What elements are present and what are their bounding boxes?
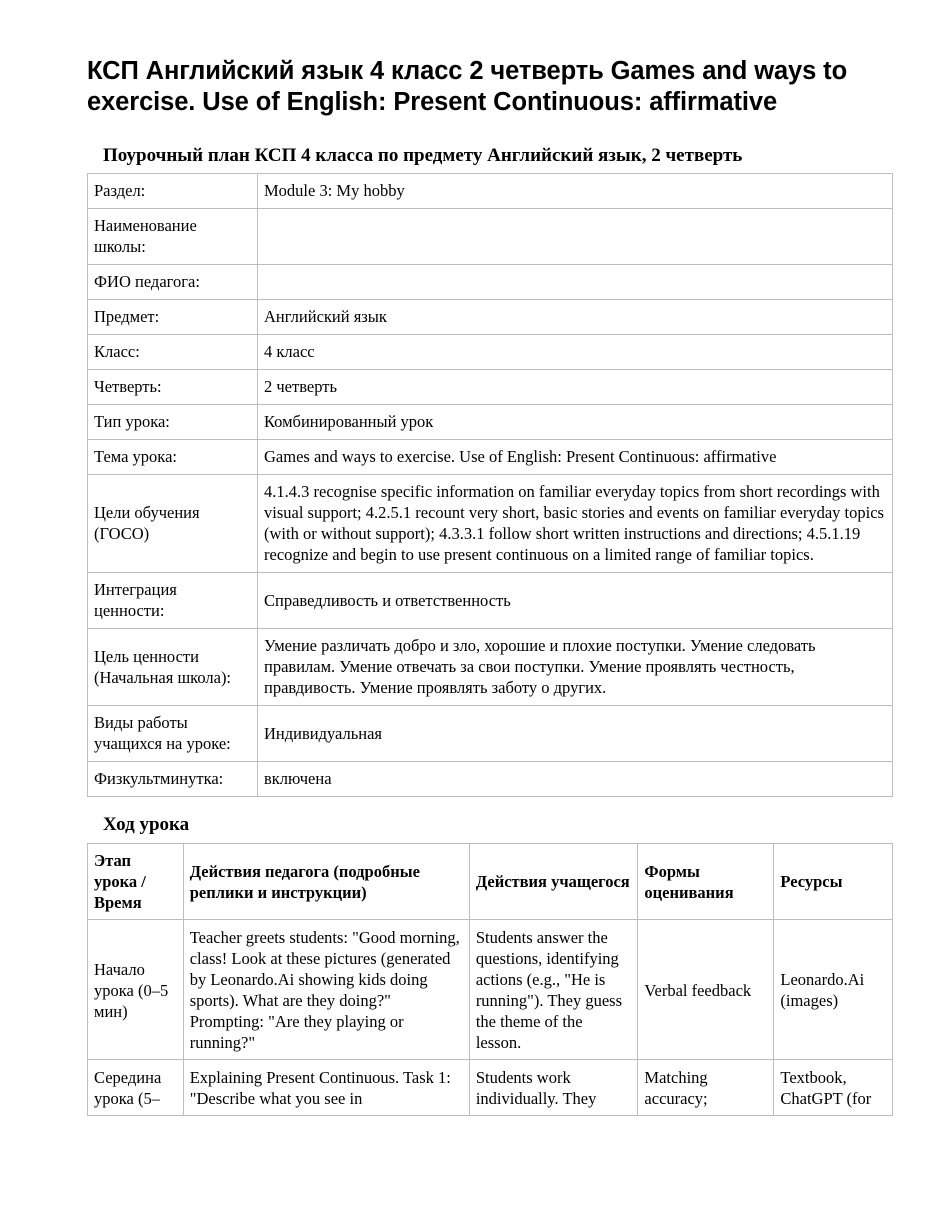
lesson-stage: Начало урока (0–5 мин) [88,920,184,1060]
info-label: Физкультминутка: [88,762,258,797]
info-value [258,265,893,300]
info-label: Предмет: [88,300,258,335]
info-value: Справедливость и ответственность [258,573,893,629]
info-row [88,300,893,335]
header-stage: Этап урока / Время [88,844,184,920]
info-row [88,475,893,573]
info-label: ФИО педагога: [88,265,258,300]
document-page [87,56,893,1116]
info-row [88,174,893,209]
lesson-table [87,843,893,1116]
info-row [88,370,893,405]
lesson-student-actions: Students answer the questions, identifying actions (e.g., "He is running"). They guess the theme of the lesson. [469,920,638,1060]
lesson-resources: Leonardo.Ai (images) [774,920,893,1060]
lesson-assessment: Matching accuracy; [638,1060,774,1116]
header-teacher-actions: Действия педагога (подробные реплики и инструкции) [183,844,469,920]
info-value: 2 четверть [258,370,893,405]
info-value: 4 класс [258,335,893,370]
lesson-student-actions: Students work individually. They [469,1060,638,1116]
lesson-teacher-actions: Teacher greets students: "Good morning, class! Look at these pictures (generated by Leonardo.Ai showing kids doing sports). What are they doing?" Prompting: "Are they playing or running?" [183,920,469,1060]
header-assessment: Формы оценивания [638,844,774,920]
plan-heading: Поурочный план КСП 4 класса по предмету Английский язык, 2 четверть [103,145,743,166]
lesson-heading: Ход урока [103,814,190,835]
info-value: 4.1.4.3 recognise specific information on familiar everyday topics from short recordings with visual support; 4.2.5.1 recount very short, basic stories and events on familiar everyday topics (with or without support); 4.3.3.1 follow short written instructions and directions; 4.5.1.19 recognize and begin to use present continuous on a limited range of familiar topics. [258,475,893,573]
info-row [88,405,893,440]
info-value: Английский язык [258,300,893,335]
info-row [88,762,893,797]
info-row [88,265,893,300]
info-table [87,173,893,797]
lesson-teacher-actions: Explaining Present Continuous. Task 1: "Describe what you see in [183,1060,469,1116]
info-label: Виды работы учащихся на уроке: [88,706,258,762]
info-label: Тип урока: [88,405,258,440]
info-value: Module 3: My hobby [258,174,893,209]
info-row [88,440,893,475]
lesson-assessment: Verbal feedback [638,920,774,1060]
info-row [88,706,893,762]
info-label: Наименование школы: [88,209,258,265]
header-student-actions: Действия учащегося [469,844,638,920]
info-label: Тема урока: [88,440,258,475]
info-row [88,335,893,370]
info-value: Умение различать добро и зло, хорошие и плохие поступки. Умение следовать правилам. Умение отвечать за свои поступки. Умение проявлять честность, правдивость. Умение проявлять заботу о других. [258,629,893,706]
info-value: Games and ways to exercise. Use of English: Present Continuous: affirmative [258,440,893,475]
info-row [88,629,893,706]
info-label: Раздел: [88,174,258,209]
info-label: Интеграция ценности: [88,573,258,629]
info-value [258,209,893,265]
info-label: Четверть: [88,370,258,405]
info-label: Класс: [88,335,258,370]
info-value: Комбинированный урок [258,405,893,440]
info-row [88,573,893,629]
info-row [88,209,893,265]
lesson-row [88,1060,893,1116]
lesson-row [88,920,893,1060]
info-value: Индивидуальная [258,706,893,762]
lesson-resources: Textbook, ChatGPT (for [774,1060,893,1116]
info-value: включена [258,762,893,797]
lesson-stage: Середина урока (5– [88,1060,184,1116]
info-label: Цели обучения (ГОСО) [88,475,258,573]
header-resources: Ресурсы [774,844,893,920]
page-title: КСП Английский язык 4 класс 2 четверть Games and ways to exercise. Use of English: Present Continuous: affirmative [87,57,848,116]
lesson-header-row [88,844,893,920]
info-label: Цель ценности (Начальная школа): [88,629,258,706]
